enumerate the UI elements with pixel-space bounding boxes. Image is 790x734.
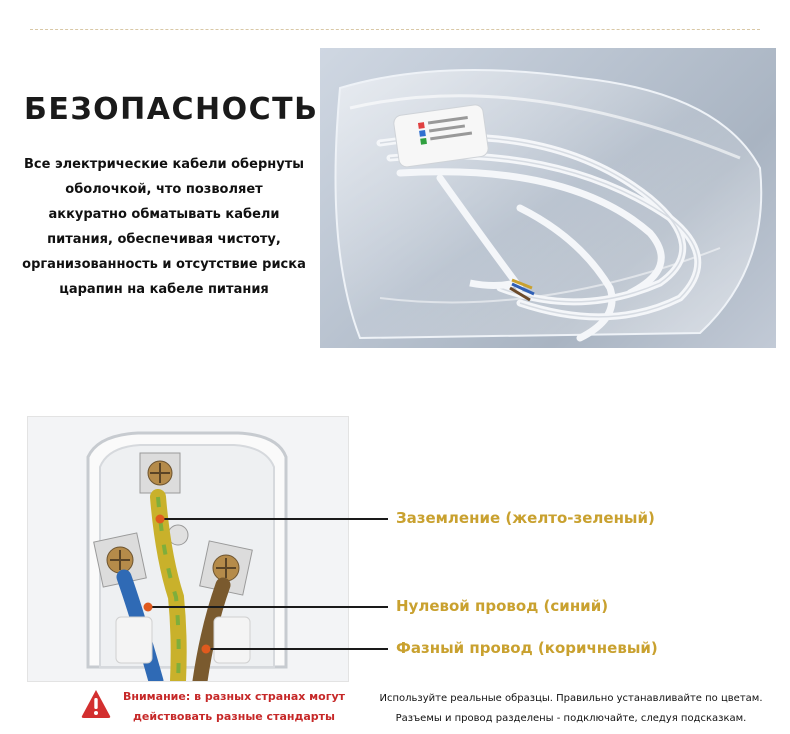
description-line: питания, обеспечивая чистоту,: [47, 232, 281, 247]
warning-line: Внимание: в разных странах могут: [122, 690, 346, 703]
warning-icon: [80, 688, 112, 720]
description-line: Все электрические кабели обернуты: [23, 157, 305, 172]
ground-wire-label: Заземление (желто-зеленый): [396, 509, 655, 527]
decorative-dashed-divider: [30, 29, 760, 30]
description-line: организованность и отсутствие риска: [22, 257, 306, 272]
plug-illustration: [28, 417, 348, 681]
neutral-wire-label: Нулевой провод (синий): [396, 597, 609, 615]
phase-wire-label: Фазный провод (коричневый): [396, 639, 658, 657]
description-line: оболочкой, что позволяет: [65, 182, 263, 197]
section-title: БЕЗОПАСНОСТЬ: [24, 92, 319, 127]
plug-wiring-photo: [27, 416, 349, 682]
warning-line: действовать разные стандарты: [133, 710, 335, 723]
installation-note: [356, 689, 786, 729]
description-line: царапин на кабеле питания: [59, 282, 269, 297]
cable-illustration: [320, 48, 776, 348]
note-line: Разъемы и провод разделены - подключайте, следуя подсказкам.: [395, 713, 747, 724]
cable-photo: [320, 48, 776, 348]
warning-text: [114, 687, 354, 727]
note-line: Используйте реальные образцы. Правильно устанавливайте по цветам.: [379, 693, 763, 704]
section-description: [14, 152, 314, 302]
description-line: аккуратно обматывать кабели: [48, 207, 280, 222]
